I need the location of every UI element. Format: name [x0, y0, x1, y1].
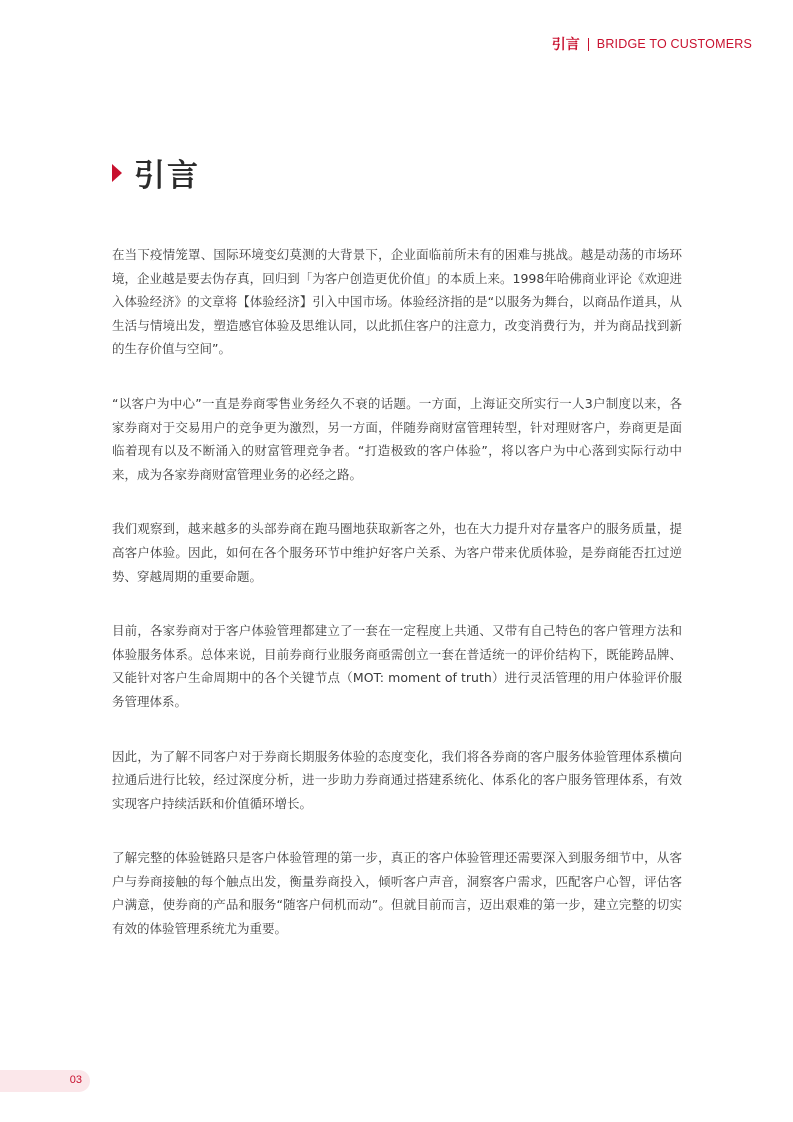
paragraph-6: 了解完整的体验链路只是客户体验管理的第一步，真正的客户体验管理还需要深入到服务细节中，从客户与券商接触的每个触点出发，衡量券商投入，倾听客户声音，洞察客户需求，匹配客户心智，评估客户满意，使券商的产品和服务“随客户伺机而动”。但就目前而言，迈出艰难的第一步，建立完整的切实有效的体验管理系统尤为重要。: [112, 850, 682, 937]
paragraph-2: “以客户为中心”一直是券商零售业务经久不衰的话题。一方面，上海证交所实行一人3户制度以来，各家券商对于交易用户的竞争更为激烈，另一方面，伴随券商财富管理转型，针对理财客户，券商更是面临着现有以及不断涌入的财富管理竞争者。“打造极致的客户体验”，将以客户为中心落到实际行动中来，成为各家券商财富管理业务的必经之路。: [112, 395, 682, 482]
header-section-en: BRIDGE TO CUSTOMERS: [596, 37, 752, 51]
paragraph-1: 在当下疫情笼罩、国际环境变幻莫测的大背景下，企业面临前所未有的困难与挑战。越是动荡的市场环境，企业越是要去伪存真，回归到「为客户创造更优价值」的本质上来。1998年哈佛商业评论《欢迎进入体验经济》的文章将【体验经济】引入中国市场。体验经济指的是“以服务为舞台，以商品作道具，从生活与情境出发，塑造感官体验及思维认同，以此抓住客户的注意力，改变消费行为，并为商品找到新的生存价值与空间”。: [112, 247, 682, 357]
section-heading: [112, 150, 200, 195]
page-footer-tab: [0, 1070, 90, 1092]
running-header: [552, 34, 752, 54]
header-section-zh: 引言: [551, 37, 580, 53]
triangle-marker-icon: [112, 164, 122, 182]
paragraph-4: 目前，各家券商对于客户体验管理都建立了一套在一定程度上共通、又带有自己特色的客户管理方法和体验服务体系。总体来说，目前券商行业服务商亟需创立一套在普适统一的评价结构下，既能跨品牌、又能针对客户生命周期中的各个关键节点（MOT: moment of truth）进行灵活管理的用户体验评价服务管理体系。: [112, 623, 682, 709]
paragraph-5: 因此，为了解不同客户对于券商长期服务体验的态度变化，我们将各券商的客户服务体验管理体系横向拉通后进行比较，经过深度分析，进一步助力券商通过搭建系统化、体系化的客户服务管理体系，有效实现客户持续活跃和价值循环增长。: [112, 748, 682, 811]
paragraph-3: 我们观察到，越来越多的头部券商在跑马圈地获取新客之外，也在大力提升对存量客户的服务质量，提高客户体验。因此，如何在各个服务环节中维护好客户关系、为客户带来优质体验，是券商能否扛过逆势、穿越周期的重要命题。: [112, 521, 682, 584]
header-divider: [588, 38, 589, 51]
page-title: 引言: [134, 158, 200, 194]
page-number: 03: [69, 1074, 82, 1086]
body-text: [112, 243, 682, 972]
